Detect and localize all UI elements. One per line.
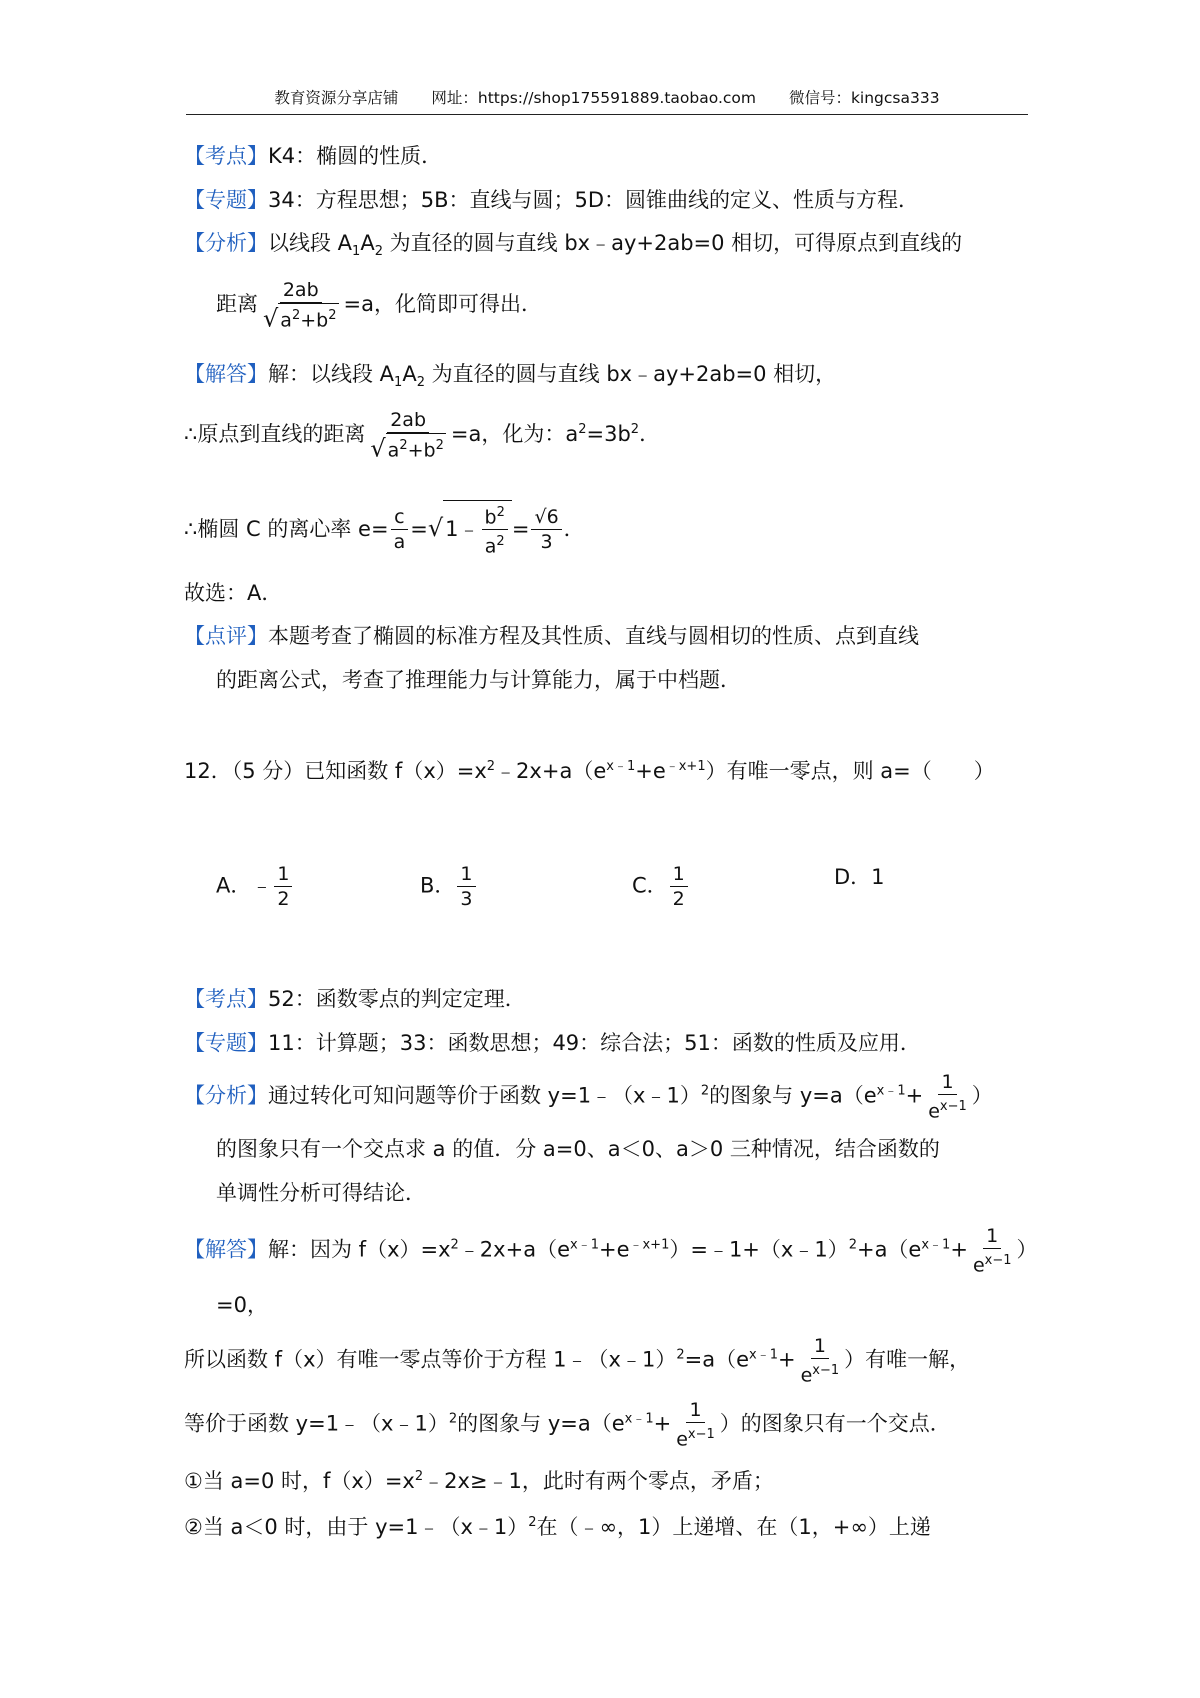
q12-jieda-1: 【解答】解：因为 $f(x)=x^2﹣2x+a(e^{x﹣1}+e^{﹣x+1})=﹣1+(x﹣1)^2+a(e^{x﹣1}+$ $\frac{1}{e^{x-1}}$ ） [184, 1225, 1038, 1277]
q12-jieda-4: 等价于函数 y=1﹣（x﹣1）$^2$的图象与 $y=a(e^{x﹣1}+$ $\frac{1}{e^{x-1}}$ ）的图象只有一个交点． [184, 1399, 951, 1451]
q11-answer: 故选：A． [184, 581, 283, 605]
q11-dianping-2: 的距离公式，考查了推理能力与计算能力，属于中档题． [216, 668, 741, 692]
q12-case-1: ①当 a=0 时，$f(x)=x^2﹣2x\ge﹣1$，此时有两个零点，矛盾； [184, 1469, 774, 1493]
shop-name: 教育资源分享店铺 [274, 89, 399, 107]
q11-fenxi-1: 【分析】以线段 $A_1A_2$ 为直径的圆与直线 bx﹣ay+2ab=0 相切，可得原点到直线的 [184, 231, 963, 260]
option-b[interactable]: B． $\frac{1}{3}$ [420, 862, 478, 911]
q12-zhuanti: 【专题】11：计算题；33：函数思想；49：综合法；51：函数的性质及应用． [184, 1031, 921, 1055]
q12-fenxi-3: 单调性分析可得结论． [216, 1181, 426, 1205]
q11-kaodian: 【考点】K4：椭圆的性质． [184, 144, 443, 168]
option-d[interactable]: D．1 [834, 865, 885, 889]
q12-stem: 12．（5 分）已知函数 $f(x)=x^2﹣2x+a(e^{x﹣1}+e^{﹣x+1})$有唯一零点，则 a=（ ） [184, 759, 995, 783]
q11-jieda-2: ∴原点到直线的距离 $\frac{2ab}{√ a^2+b^2}$ =a，化为：$a^2=3b^2$． [184, 409, 661, 463]
q12-kaodian: 【考点】52：函数零点的判定定理． [184, 987, 526, 1011]
q12-fenxi-2: 的图象只有一个交点求 a 的值．分 a=0、a＜0、a＞0 三种情况，结合函数的 [216, 1137, 940, 1161]
q12-fenxi-1: 【分析】通过转化可知问题等价于函数 y=1﹣（x﹣1）$^2$的图象与 $y=a(e^{x﹣1}+$ $\frac{1}{e^{x-1}}$ ） [184, 1071, 993, 1123]
option-c[interactable]: C． $\frac{1}{2}$ [632, 862, 690, 911]
option-a[interactable]: A．﹣ $\frac{1}{2}$ [216, 862, 294, 911]
q12-jieda-2: =0， [216, 1293, 268, 1317]
wechat-id: 微信号：kingcsa333 [788, 89, 940, 107]
distance-fraction: $\frac{2ab}{√ a^2+b^2}$ [263, 279, 337, 333]
q11-zhuanti: 【专题】34：方程思想；5B：直线与圆；5D：圆锥曲线的定义、性质与方程． [184, 188, 920, 212]
page-header [186, 84, 1028, 115]
q11-jieda-1: 【解答】解：以线段 $A_1A_2$ 为直径的圆与直线 bx﹣ay+2ab=0 相切， [184, 362, 837, 391]
q11-fenxi-2: 距离 $\frac{2ab}{√ a^2+b^2}$ =a，化简即可得出． [216, 279, 542, 333]
site-url[interactable]: 网址：https://shop175591889.taobao.com [431, 89, 756, 107]
q12-case-2: ②当 a＜0 时，由于 y=1﹣（x﹣1）$^2$在（﹣∞，1）上递增、在（1，+∞）上递 [184, 1515, 931, 1539]
q11-dianping-1: 【点评】本题考查了椭圆的标准方程及其性质、直线与圆相切的性质、点到直线 [184, 624, 919, 648]
q11-jieda-3: ∴椭圆 C 的离心率 e= $\frac{c}{a}$ =√1﹣ $\frac{b^2}{a^2}$ = $\frac{√6}{3}$ ． [184, 500, 585, 559]
q12-jieda-3: 所以函数 f（x）有唯一零点等价于方程 $1﹣(x﹣1)^2=a(e^{x﹣1}+$ $\frac{1}{e^{x-1}}$ ）有唯一解， [184, 1335, 971, 1387]
